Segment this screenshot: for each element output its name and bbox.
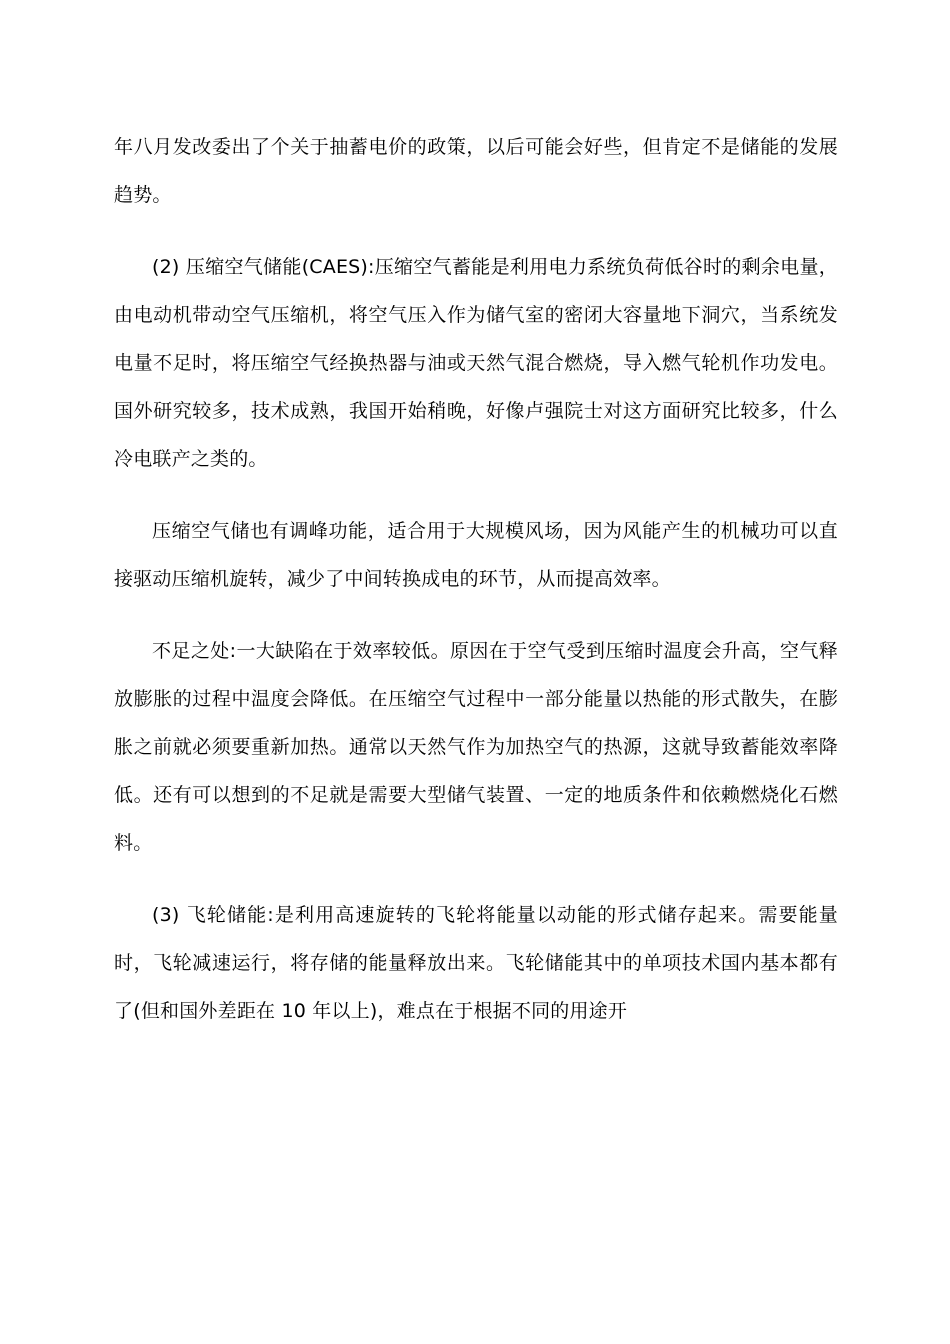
paragraph-flywheel: (3) 飞轮储能:是利用高速旋转的飞轮将能量以动能的形式储存起来。需要能量时，飞轮减速运行，将存储的能量释放出来。飞轮储能其中的单项技术国内基本都有了(但和国外差距在 10 年以上)，难点在于根据不同的用途开 xyxy=(114,904,838,1022)
document-body xyxy=(114,123,838,1059)
paragraph-caes-peak-shaving: 压缩空气储也有调峰功能，适合用于大规模风场，因为风能产生的机械功可以直接驱动压缩机旋转，减少了中间转换成电的环节，从而提高效率。 xyxy=(114,520,838,590)
paragraph-caes-drawbacks: 不足之处:一大缺陷在于效率较低。原因在于空气受到压缩时温度会升高，空气释放膨胀的过程中温度会降低。在压缩空气过程中一部分能量以热能的形式散失，在膨胀之前就必须要重新加热。通常以天然气作为加热空气的热源，这就导致蓄能效率降低。还有可以想到的不足就是需要大型储气装置、一定的地质条件和依赖燃烧化石燃料。 xyxy=(114,640,838,854)
paragraph-caes: (2) 压缩空气储能(CAES):压缩空气蓄能是利用电力系统负荷低谷时的剩余电量，由电动机带动空气压缩机，将空气压入作为储气室的密闭大容量地下洞穴，当系统发电量不足时，将压缩空气经换热器与油或天然气混合燃烧，导入燃气轮机作功发电。国外研究较多，技术成熟，我国开始稍晚，好像卢强院士对这方面研究比较多，什么冷电联产之类的。 xyxy=(114,256,838,470)
paragraph-pumped-storage-continued: 年八月发改委出了个关于抽蓄电价的政策，以后可能会好些，但肯定不是储能的发展趋势。 xyxy=(114,136,838,206)
